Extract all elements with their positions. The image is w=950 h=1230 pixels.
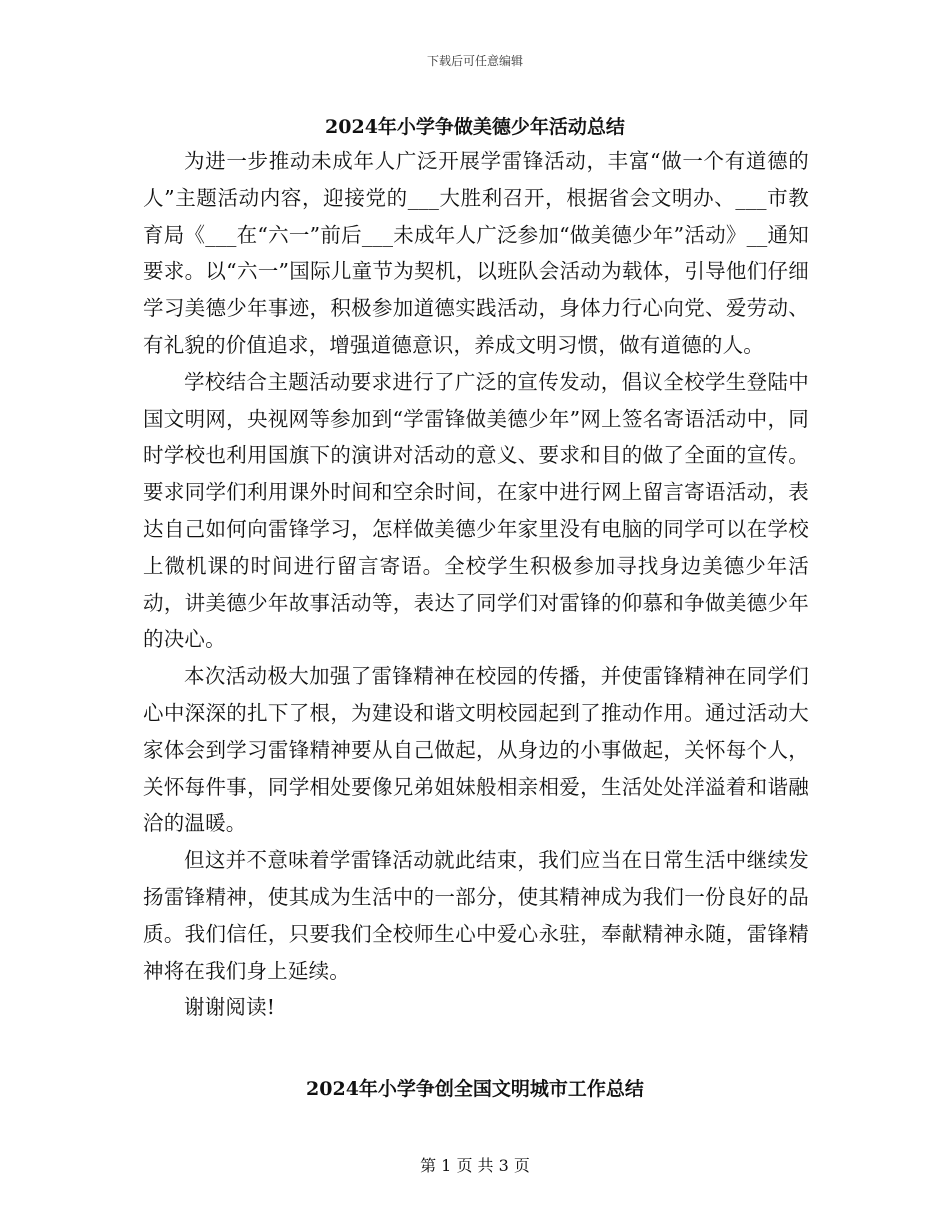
paragraph-4: 但这并不意味着学雷锋活动就此结束，我们应当在日常生活中继续发扬雷锋精神，使其成为生活中的一部分，使其精神成为我们一份良好的品质。我们信任，只要我们全校师生心中爱心永驻，奉献精神永随，雷锋精神将在我们身上延续。 — [143, 848, 809, 983]
paragraph-1: 为进一步推动未成年人广泛开展学雷锋活动，丰富“做一个有道德的人”主题活动内容，迎接党的___大胜利召开，根据省会文明办、___市教育局《___在“六一”前后___未成年人广泛参加“做美德少年”活动》__通知要求。以“六一”国际儿童节为契机，以班队会活动为载体，引导他们仔细学习美德少年事迹，积极参加道德实践活动，身体力行心向党、爱劳动、有礼貌的价值追求，增强道德意识，养成文明习惯，做有道德的人。 — [143, 149, 809, 357]
document-body — [143, 143, 809, 1026]
page-header-note: 下载后可任意编辑 — [426, 54, 523, 68]
paragraph-2: 学校结合主题活动要求进行了广泛的宣传发动，倡议全校学生登陆中国文明网，央视网等参加到“学雷锋做美德少年”网上签名寄语活动中，同时学校也利用国旗下的演讲对活动的意义、要求和目的做了全面的宣传。要求同学们利用课外时间和空余时间，在家中进行网上留言寄语活动，表达自己如何向雷锋学习，怎样做美德少年家里没有电脑的同学可以在学校上微机课的时间进行留言寄语。全校学生积极参加寻找身边美德少年活动，讲美德少年故事活动等，表达了同学们对雷锋的仰慕和争做美德少年的决心。 — [143, 369, 809, 652]
paragraph-3: 本次活动极大加强了雷锋精神在校园的传播，并使雷锋精神在同学们心中深深的扎下了根，为建设和谐文明校园起到了推动作用。通过活动大家体会到学习雷锋精神要从自己做起，从身边的小事做起，关怀每个人，关怀每件事，同学相处要像兄弟姐妹般相亲相爱，生活处处洋溢着和谐融洽的温暖。 — [143, 664, 809, 836]
next-section-title: 2024年小学争创全国文明城市工作总结 — [306, 1078, 644, 1100]
closing-line: 谢谢阅读! — [184, 995, 276, 1020]
page-footer-pagination: 第 1 页 共 3 页 — [420, 1156, 530, 1175]
document-title: 2024年小学争做美德少年活动总结 — [325, 116, 625, 138]
